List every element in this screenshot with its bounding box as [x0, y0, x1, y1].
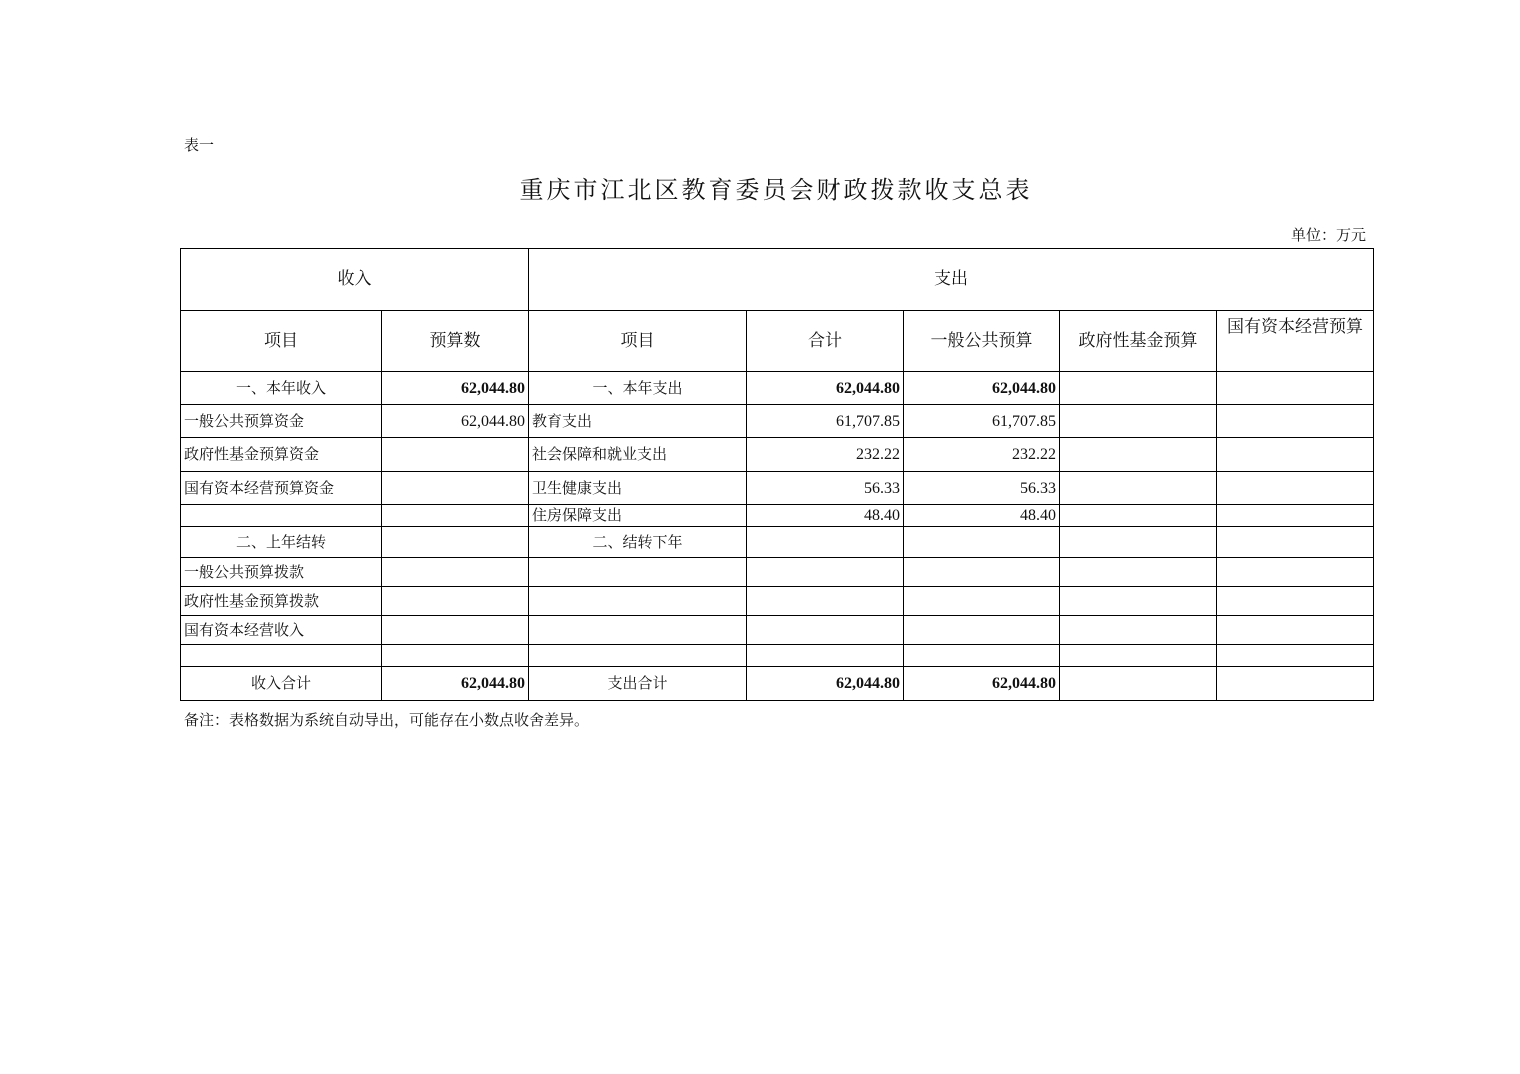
- general-budget-cell: 62,044.80: [904, 667, 1060, 701]
- general-budget-cell: 56.33: [904, 472, 1060, 505]
- income-value-cell: [382, 527, 529, 558]
- header-row-top: [181, 249, 1374, 311]
- gov-fund-cell: [1060, 505, 1217, 527]
- expense-item-cell: [529, 645, 747, 667]
- general-budget-header: 一般公共预算: [904, 311, 1060, 372]
- income-item-cell: 一、本年收入: [181, 372, 382, 405]
- income-value-cell: [382, 505, 529, 527]
- table-row: [181, 405, 1374, 438]
- footnote: 备注：表格数据为系统自动导出，可能存在小数点收舍差异。: [184, 711, 590, 729]
- total-cell: [747, 645, 904, 667]
- state-capital-cell: [1217, 558, 1374, 587]
- gov-fund-cell: [1060, 472, 1217, 505]
- state-capital-cell: [1217, 587, 1374, 616]
- expense-item-cell: 社会保障和就业支出: [529, 438, 747, 472]
- income-value-cell: [382, 616, 529, 645]
- general-budget-cell: [904, 527, 1060, 558]
- income-value-cell: [382, 472, 529, 505]
- income-item-cell: 收入合计: [181, 667, 382, 701]
- general-budget-cell: 62,044.80: [904, 372, 1060, 405]
- state-capital-cell: [1217, 405, 1374, 438]
- total-cell: 62,044.80: [747, 667, 904, 701]
- table-row: [181, 438, 1374, 472]
- income-item-cell: [181, 505, 382, 527]
- total-cell: [747, 616, 904, 645]
- expense-item-cell: 卫生健康支出: [529, 472, 747, 505]
- general-budget-cell: 232.22: [904, 438, 1060, 472]
- total-header: 合计: [747, 311, 904, 372]
- state-capital-cell: [1217, 527, 1374, 558]
- table-row: [181, 645, 1374, 667]
- state-capital-cell: [1217, 505, 1374, 527]
- expense-item-cell: [529, 616, 747, 645]
- expense-item-cell: 一、本年支出: [529, 372, 747, 405]
- gov-fund-header: 政府性基金预算: [1060, 311, 1217, 372]
- budget-table: [180, 248, 1374, 701]
- income-header: 收入: [181, 249, 529, 311]
- expense-item-cell: [529, 558, 747, 587]
- gov-fund-cell: [1060, 438, 1217, 472]
- gov-fund-cell: [1060, 587, 1217, 616]
- income-value-cell: 62,044.80: [382, 667, 529, 701]
- expense-header: 支出: [529, 249, 1374, 311]
- state-capital-cell: [1217, 616, 1374, 645]
- header-row-sub: [181, 311, 1374, 372]
- expense-item-cell: [529, 587, 747, 616]
- expense-item-cell: 住房保障支出: [529, 505, 747, 527]
- income-item-cell: 一般公共预算拨款: [181, 558, 382, 587]
- income-item-header: 项目: [181, 311, 382, 372]
- general-budget-cell: 61,707.85: [904, 405, 1060, 438]
- income-item-cell: 一般公共预算资金: [181, 405, 382, 438]
- gov-fund-cell: [1060, 645, 1217, 667]
- state-capital-cell: [1217, 438, 1374, 472]
- income-value-cell: [382, 645, 529, 667]
- income-value-cell: [382, 587, 529, 616]
- income-value-cell: [382, 438, 529, 472]
- expense-item-cell: 二、结转下年: [529, 527, 747, 558]
- gov-fund-cell: [1060, 616, 1217, 645]
- gov-fund-cell: [1060, 667, 1217, 701]
- state-capital-header: 国有资本经营预算: [1217, 311, 1374, 372]
- gov-fund-cell: [1060, 527, 1217, 558]
- total-cell: [747, 527, 904, 558]
- table-row: [181, 587, 1374, 616]
- general-budget-cell: 48.40: [904, 505, 1060, 527]
- unit-label: 单位：万元: [1290, 226, 1366, 244]
- table-row: [181, 616, 1374, 645]
- state-capital-cell: [1217, 667, 1374, 701]
- income-item-cell: 国有资本经营预算资金: [181, 472, 382, 505]
- state-capital-cell: [1217, 645, 1374, 667]
- income-budget-header: 预算数: [382, 311, 529, 372]
- table-number: 表一: [184, 136, 215, 154]
- state-capital-cell: [1217, 372, 1374, 405]
- gov-fund-cell: [1060, 405, 1217, 438]
- expense-item-cell: 教育支出: [529, 405, 747, 438]
- total-cell: 56.33: [747, 472, 904, 505]
- table-row: [181, 558, 1374, 587]
- expense-item-cell: 支出合计: [529, 667, 747, 701]
- page-title: 重庆市江北区教育委员会财政拨款收支总表: [519, 176, 1033, 204]
- table-row: [181, 472, 1374, 505]
- general-budget-cell: [904, 558, 1060, 587]
- total-cell: 61,707.85: [747, 405, 904, 438]
- income-item-cell: [181, 645, 382, 667]
- table-row: [181, 505, 1374, 527]
- gov-fund-cell: [1060, 372, 1217, 405]
- income-item-cell: 政府性基金预算拨款: [181, 587, 382, 616]
- total-cell: 62,044.80: [747, 372, 904, 405]
- table-row: [181, 667, 1374, 701]
- total-cell: 48.40: [747, 505, 904, 527]
- income-value-cell: 62,044.80: [382, 405, 529, 438]
- income-value-cell: 62,044.80: [382, 372, 529, 405]
- expense-item-header: 项目: [529, 311, 747, 372]
- income-item-cell: 二、上年结转: [181, 527, 382, 558]
- general-budget-cell: [904, 645, 1060, 667]
- total-cell: [747, 587, 904, 616]
- general-budget-cell: [904, 587, 1060, 616]
- general-budget-cell: [904, 616, 1060, 645]
- income-item-cell: 政府性基金预算资金: [181, 438, 382, 472]
- total-cell: [747, 558, 904, 587]
- table-row: [181, 372, 1374, 405]
- gov-fund-cell: [1060, 558, 1217, 587]
- total-cell: 232.22: [747, 438, 904, 472]
- state-capital-cell: [1217, 472, 1374, 505]
- income-value-cell: [382, 558, 529, 587]
- income-item-cell: 国有资本经营收入: [181, 616, 382, 645]
- table-row: [181, 527, 1374, 558]
